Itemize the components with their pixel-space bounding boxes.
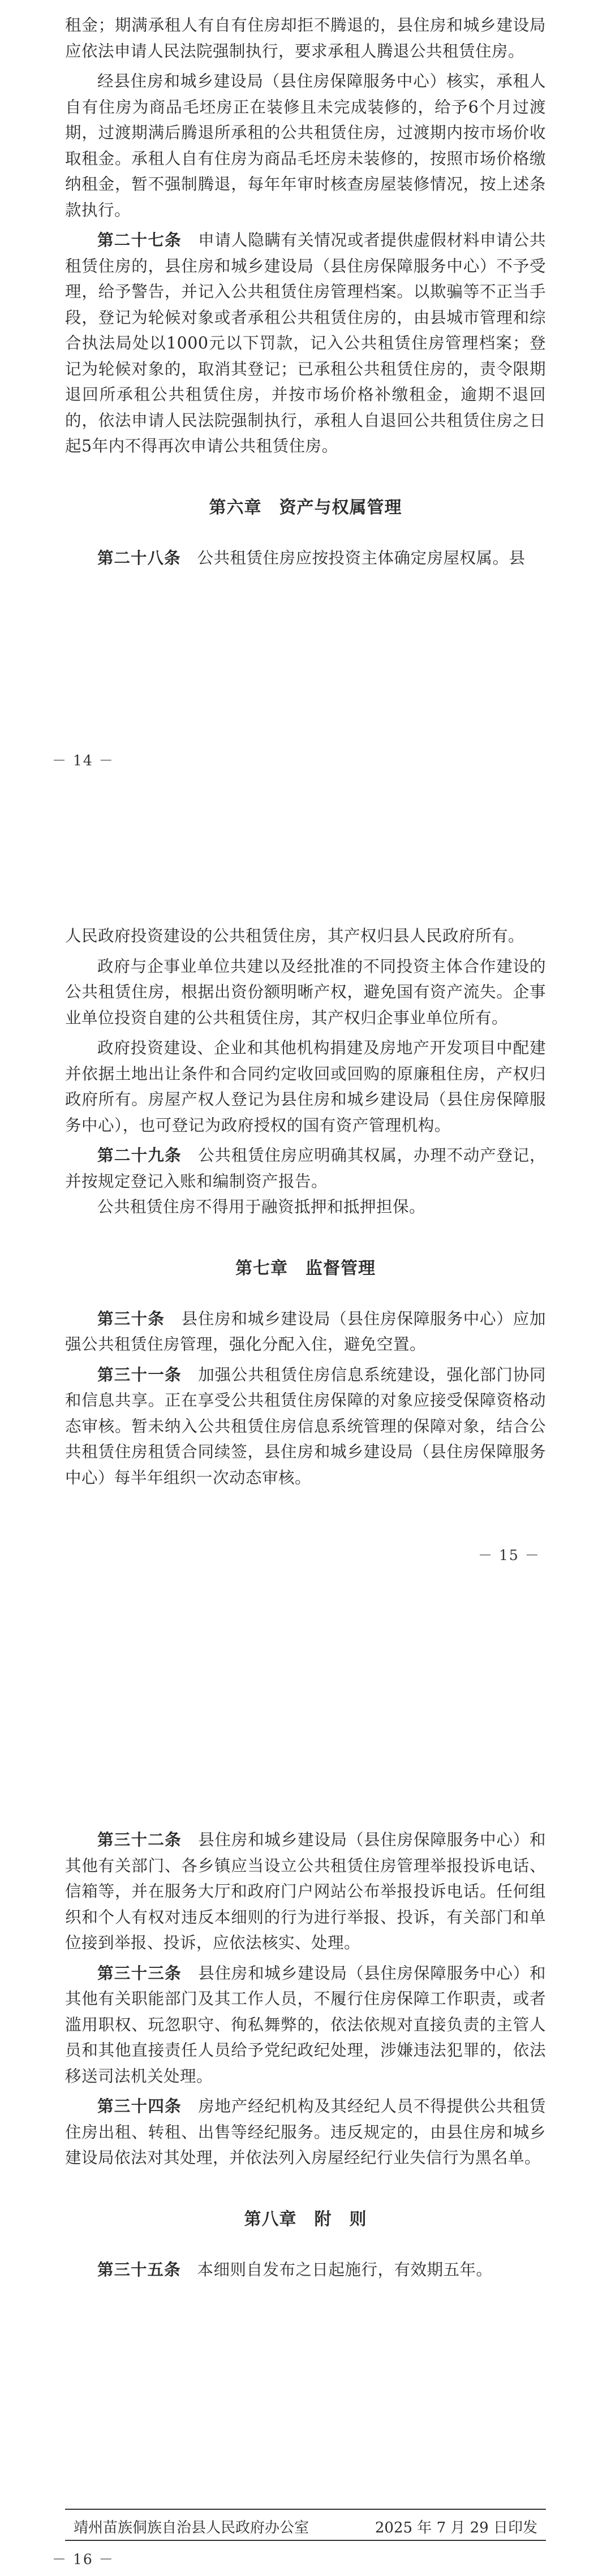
page-number: － 16 － [52,2551,114,2568]
page-number: － 15 － [478,1547,540,1563]
chapter-heading: 第八章 附 则 [244,2209,367,2229]
article-number: 第三十五条 [97,2259,181,2279]
article-34 [65,2093,546,2171]
article-number: 第三十四条 [97,2096,182,2116]
article-29 [65,1143,546,1194]
page-number: － 14 － [52,752,114,769]
article-text: 县住房和城乡建设局（县住房保障服务中心）应加强公共租赁住房管理，强化分配入住，避免空置。 [65,1309,546,1354]
issuing-office: 靖州苗族侗族自治县人民政府办公室 [74,2519,309,2536]
paragraph: 政府投资建设、企业和其他机构捐建及房地产开发项目中配建并依据土地出让条件和合同约定收回或回购的原廉租住房，产权归政府所有。房屋产权人登记为县住房和城乡建设局（县住房保障服务中心），也可登记为政府授权的国有资产管理机构。 [65,1039,546,1135]
article-31 [65,1362,546,1491]
paragraph: 政府与企事业单位共建以及经批准的不同投资主体合作建设的公共租赁住房，根据出资份额明晰产权，避免国有资产流失。企事业单位投资自建的公共租赁住房，其产权归企事业单位所有。 [65,957,546,1027]
article-number: 第三十二条 [97,1830,182,1849]
article-number: 第三十条 [97,1308,165,1328]
article-35 [65,2257,546,2283]
chapter-heading: 第七章 监督管理 [235,1258,376,1278]
article-number: 第二十九条 [97,1145,182,1165]
paragraph: 公共租赁住房不得用于融资抵押和抵押担保。 [97,1197,426,1216]
article-text: 公共租赁住房应按投资主体确定房屋权属。县 [197,548,526,567]
article-text: 本细则自发布之日起施行，有效期五年。 [197,2260,493,2279]
issue-date: 2025 年 7 月 29 日印发 [375,2519,537,2536]
article-33 [65,1961,546,2090]
article-text: 加强公共租赁住房信息系统建设，强化部门协同和信息共享。正在享受公共租赁住房保障的对象应接受保障资格动态审核。暂未纳入公共租赁住房信息系统管理的保障对象，结合公共租赁住房租赁合同续签，县住房和城乡建设局（县住房保障服务中心）每半年组织一次动态审核。 [65,1365,546,1487]
article-32 [65,1827,546,1956]
article-number: 第三十一条 [97,1364,182,1384]
article-28 [65,545,546,571]
issuance-footer [74,2516,537,2537]
footer-bottom-rule [65,2540,546,2541]
footer-top-rule [65,2509,546,2510]
page-15-body [65,923,546,1491]
article-text: 县住房和城乡建设局（县住房保障服务中心）和其他有关部门、各乡镇应当设立公共租赁住房管理举报投诉电话、信箱等，并在服务大厅和政府门户网站公布举报投诉电话。任何组织和个人有权对违反本细则的行为进行举报、投诉，有关部门和单位接到举报、投诉，应依法核实、处理。 [65,1830,546,1952]
page-16-body [65,1827,546,2282]
page-16 [0,1691,611,2576]
article-number: 第二十七条 [97,230,182,249]
article-text: 申请人隐瞒有关情况或者提供虚假材料申请公共租赁住房的，县住房和城乡建设局（县住房保障服务中心）不予受理，给予警告，并记入公共租赁住房管理档案。以欺骗等不正当手段，登记为轮候对象或者承租公共租赁住房的，由县城市管理和综合执法局处以1000元以下罚款，记入公共租赁住房管理档案；登记为轮候对象的，取消其登记；已承租公共租赁住房的，责令限期退回所承租公共租赁住房，并按市场价格补缴租金，逾期不退回的，依法申请人民法院强制执行，承租人自退回公共租赁住房之日起5年内不得再次申请公共租赁住房。 [65,231,546,455]
article-text: 公共租赁住房应明确其权属，办理不动产登记，并按规定登记入账和编制资产报告。 [65,1146,546,1191]
chapter-heading: 第六章 资产与权属管理 [209,497,402,518]
article-30 [65,1306,546,1358]
article-text: 县住房和城乡建设局（县住房保障服务中心）和其他有关职能部门及其工作人员，不履行住房保障工作职责，或者滥用职权、玩忽职守、徇私舞弊的，依法依规对直接负责的主管人员和其他直接责任人员给予党纪政纪处理，涉嫌违法犯罪的，依法移送司法机关处理。 [65,1963,546,2086]
page-14-body [65,12,546,571]
article-number: 第二十八条 [97,548,181,567]
article-number: 第三十三条 [97,1963,182,1983]
paragraph: 租金；期满承租人有自有住房却拒不腾退的，县住房和城乡建设局应依法申请人民法院强制执行，要求承租人腾退公共租赁住房。 [65,16,546,61]
article-text: 房地产经纪机构及其经纪人员不得提供公共租赁住房出租、转租、出售等经纪服务。违反规定的，由县住房和城乡建设局依法对其处理，并依法列入房屋经纪行业失信行为黑名单。 [65,2097,546,2167]
page-15 [0,809,611,1691]
page-14 [0,0,611,809]
paragraph: 人民政府投资建设的公共租赁住房，其产权归县人民政府所有。 [65,927,525,945]
paragraph: 经县住房和城乡建设局（县住房保障服务中心）核实，承租人自有住房为商品毛坯房正在装修且未完成装修的，给予6个月过渡期，过渡期满后腾退所承租的公共租赁住房，过渡期内按市场价收取租金。承租人自有住房为商品毛坯房未装修的，按照市场价格缴纳租金，暂不强制腾退，每年年审时核查房屋装修情况，按上述条款执行。 [65,72,546,219]
article-27 [65,227,546,459]
